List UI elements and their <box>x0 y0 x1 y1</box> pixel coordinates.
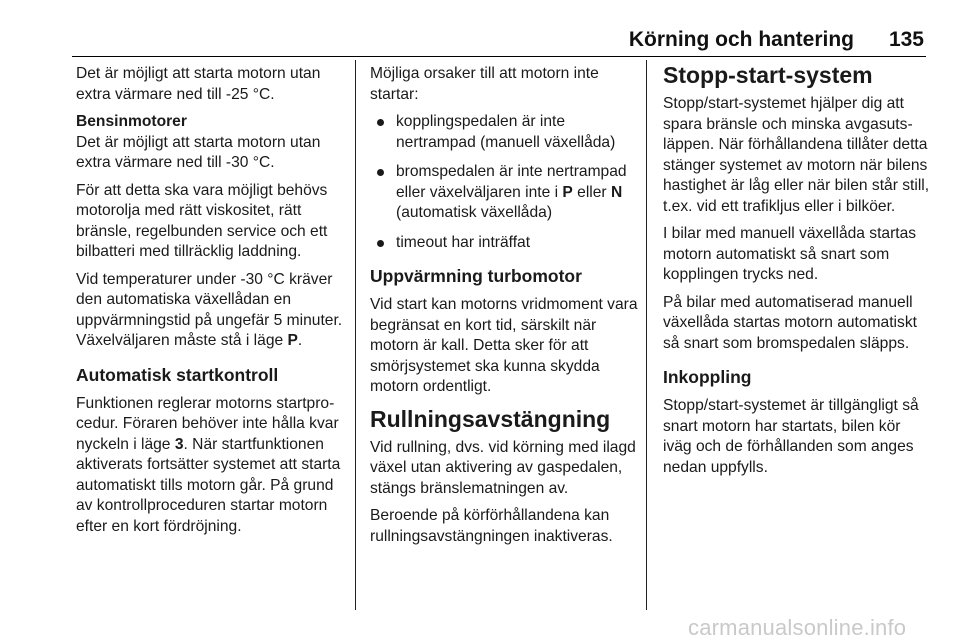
paragraph: Vid rullning, dvs. vid körning med ilagd växel utan aktivering av gaspedalen, stängs bränslematningen av. <box>370 438 636 497</box>
section-heading-inkoppling: Inkoppling <box>663 367 752 387</box>
section-heading-stopp-start-system: Stopp-start-system <box>663 62 873 88</box>
paragraph: På bilar med automatiserad manuell växellåda startas motorn automatiskt så snart som bromspedalen släpps. <box>663 293 917 352</box>
paragraph: Det är möjligt att starta motorn utan extra värmare ned till -30 °C. <box>76 133 321 171</box>
paragraph: Beroende på körförhållandena kan rullningsavstängningen inaktiveras. <box>370 507 613 545</box>
list-item: timeout har inträffat <box>370 233 640 254</box>
key-position-3: 3 <box>174 435 184 453</box>
bullet-icon <box>377 119 384 126</box>
page-number: 135 <box>888 28 924 51</box>
subheading-bensinmotorer: Bensinmotorer <box>76 113 187 130</box>
paragraph: Funktionen reglerar motorns startprocedur. Föraren behöver inte hålla kvar nyckeln i läge 3. När startfunktionen aktiverats fortsätter systemet att starta automatiskt tills motorn går. På grund av kontrollproceduren startar motorn efter en kort fördröjning. <box>76 394 341 535</box>
list-item: kopplingspedalen är inte nertrampad (manuell växellåda) <box>370 112 640 153</box>
page-header <box>72 26 926 57</box>
column-divider <box>646 60 647 610</box>
column-left <box>76 64 351 544</box>
paragraph: Stopp/start-systemet är tillgängligt så snart motorn har startats, bilen kör iväg och de förhållanden som anges nedan uppfylls. <box>663 397 919 476</box>
paragraph: För att detta ska vara möjligt behövs motorolja med rätt viskositet, rätt bränsle, regelbunden service och ett bilbatteri med tillräcklig laddning. <box>76 181 328 260</box>
bullet-icon <box>377 240 384 247</box>
column-right <box>663 64 933 485</box>
paragraph: Det är möjligt att starta motorn utan extra värmare ned till -25 °C. <box>76 65 321 103</box>
watermark: carmanualsonline.info <box>688 615 907 640</box>
list-item: bromspedalen är inte nertrampad eller växelväljaren inte i P eller N (automatisk växellåda) <box>370 162 640 224</box>
section-heading-rullningsavstangning: Rullningsavstängning <box>370 405 611 432</box>
paragraph: Vid temperaturer under -30 °C kräver den automatiska växellådan en uppvärmningstid på ungefär 5 minuter. Växelväljaren måste stå i läge P. <box>76 270 343 349</box>
paragraph: Möjliga orsaker till att motorn inte startar: <box>370 65 599 103</box>
column-divider <box>355 60 356 610</box>
bullet-icon <box>377 169 384 176</box>
paragraph: Stopp/start-systemet hjälper dig att spara bränsle och minska avgasutsläppen. När förhållandena tillåter detta stänger systemet av motorn när bilens hastighet är låg eller när bilen står still, t.ex. vid ett trafikljus eller i bilköer. <box>663 95 930 215</box>
page-title: Körning och hantering <box>628 28 854 51</box>
section-heading-uppvarmning-turbomotor: Uppvärmning turbomotor <box>370 266 582 286</box>
cause-list <box>370 112 640 253</box>
paragraph: Vid start kan motorns vridmoment vara begränsat en kort tid, särskilt när motorn är kall. Detta sker för att smörjsystemet ska kunna skydda motorn ordentligt. <box>370 296 638 395</box>
paragraph: I bilar med manuell växellåda startas motorn automatiskt så snart som kopplingen trycks ned. <box>663 225 917 283</box>
column-middle <box>370 64 640 554</box>
gear-position-p: P <box>287 332 298 349</box>
section-heading-automatisk-startkontroll: Automatisk startkontroll <box>76 364 279 385</box>
